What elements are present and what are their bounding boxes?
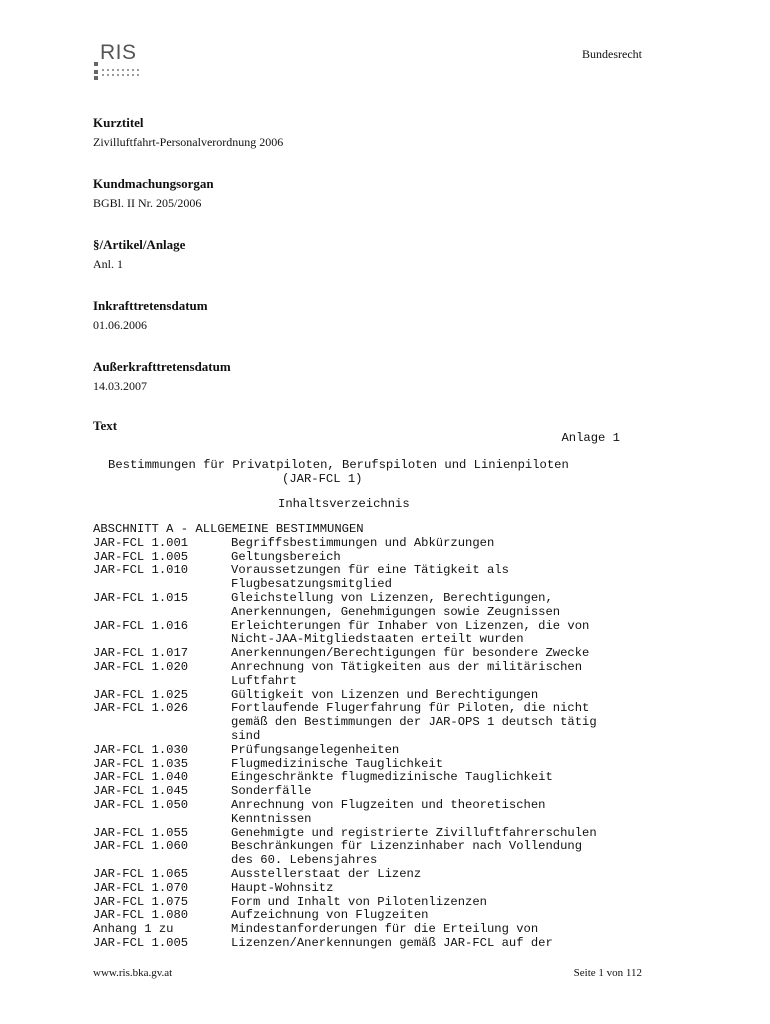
meta-value: BGBl. II Nr. 205/2006: [93, 196, 202, 210]
toc-code: JAR-FCL 1.045: [93, 784, 189, 799]
toc-row: [93, 840, 653, 868]
toc-row: [93, 882, 653, 896]
toc-code: JAR-FCL 1.005: [93, 549, 189, 564]
toc-code: JAR-FCL 1.030: [93, 742, 189, 757]
meta-label: Kurztitel: [93, 115, 144, 130]
toc-code: JAR-FCL 1.080: [93, 908, 189, 923]
logo-square: [94, 76, 98, 80]
toc-description: Anrechnung von Flugzeiten und theoretischen Kenntnissen: [231, 797, 546, 826]
toc-code: JAR-FCL 1.017: [93, 646, 189, 661]
toc-row: [93, 923, 653, 937]
document-heading: Bestimmungen für Privatpiloten, Berufspiloten und Linienpiloten: [108, 458, 569, 472]
toc-row: [93, 909, 653, 923]
toc-description: Mindestanforderungen für die Erteilung von: [231, 922, 539, 937]
toc-description: Eingeschränkte flugmedizinische Tauglichkeit: [231, 770, 553, 785]
meta-label: Außerkrafttretensdatum: [93, 359, 231, 374]
toc-row: [93, 661, 653, 689]
toc-row: [93, 620, 653, 648]
meta-kurztitel: [93, 114, 283, 151]
toc-description: Flugmedizinische Tauglichkeit: [231, 756, 444, 771]
toc-row: [93, 702, 653, 743]
toc-description: Begriffsbestimmungen und Abkürzungen: [231, 535, 495, 550]
toc-description: Form und Inhalt von Pilotenlizenzen: [231, 894, 487, 909]
meta-value: Zivilluftfahrt-Personalverordnung 2006: [93, 135, 284, 149]
toc-row: [93, 868, 653, 882]
toc-description: Anrechnung von Tätigkeiten aus der militärischen Luftfahrt: [231, 659, 583, 688]
meta-value: 01.06.2006: [93, 318, 147, 332]
toc-row: [93, 758, 653, 772]
toc-code: JAR-FCL 1.075: [93, 894, 189, 909]
toc-code: JAR-FCL 1.015: [93, 590, 189, 605]
toc-row: [93, 827, 653, 841]
toc-description: Beschränkungen für Lizenzinhaber nach Vollendung des 60. Lebensjahres: [231, 839, 583, 868]
meta-label: §/Artikel/Anlage: [93, 237, 186, 252]
toc-row: [93, 592, 653, 620]
toc-row: [93, 551, 653, 565]
toc-code: Anhang 1 zu: [93, 922, 174, 937]
meta-label: Kundmachungsorgan: [93, 176, 214, 191]
toc-code: JAR-FCL 1.010: [93, 563, 189, 578]
toc-description: Gültigkeit von Lizenzen und Berechtigungen: [231, 687, 539, 702]
toc-row: [93, 771, 653, 785]
toc-code: JAR-FCL 1.016: [93, 618, 189, 633]
toc-row: [93, 896, 653, 910]
toc-description: Erleichterungen für Inhaber von Lizenzen, die von Nicht-JAA-Mitgliedstaaten erteilt wurden: [231, 618, 590, 647]
toc-row: [93, 937, 653, 951]
meta-value: Anl. 1: [93, 257, 123, 271]
toc-code: JAR-FCL 1.040: [93, 770, 189, 785]
toc-row: [93, 689, 653, 703]
toc-row: [93, 537, 653, 551]
ris-logo: [94, 42, 150, 80]
toc-code: JAR-FCL 1.050: [93, 797, 189, 812]
toc-code: JAR-FCL 1.020: [93, 659, 189, 674]
toc-row: [93, 799, 653, 827]
toc-code: JAR-FCL 1.001: [93, 535, 189, 550]
meta-artikel: [93, 236, 185, 273]
toc-description: Lizenzen/Anerkennungen gemäß JAR-FCL auf der: [231, 935, 553, 950]
toc-row: [93, 785, 653, 799]
toc-description: Haupt-Wohnsitz: [231, 880, 334, 895]
toc-description: Geltungsbereich: [231, 549, 341, 564]
footer-url: www.ris.bka.gv.at: [93, 967, 173, 979]
toc-description: Fortlaufende Flugerfahrung für Piloten, die nicht gemäß den Bestimmungen der JAR-OPS 1 deutsch tätig sind: [231, 701, 597, 743]
toc-description: Prüfungsangelegenheiten: [231, 742, 400, 757]
toc-description: Sonderfälle: [231, 784, 312, 799]
toc-section-heading: ABSCHNITT A - ALLGEMEINE BESTIMMUNGEN: [93, 522, 364, 536]
toc-description: Gleichstellung von Lizenzen, Berechtigungen, Anerkennungen, Genehmigungen sowie Zeugnissen: [231, 590, 561, 619]
toc-description: Aufzeichnung von Flugzeiten: [231, 908, 429, 923]
toc-description: Ausstellerstaat der Lizenz: [231, 866, 422, 881]
toc-description: Voraussetzungen für eine Tätigkeit als Flugbesatzungsmitglied: [231, 563, 509, 592]
toc-code: JAR-FCL 1.026: [93, 701, 189, 716]
toc-title: Inhaltsverzeichnis: [278, 497, 410, 511]
toc-code: JAR-FCL 1.035: [93, 756, 189, 771]
toc-description: Genehmigte und registrierte Zivilluftfahrerschulen: [231, 825, 597, 840]
anlage-label: Anlage 1: [561, 431, 620, 445]
toc-code: JAR-FCL 1.055: [93, 825, 189, 840]
toc-row: [93, 744, 653, 758]
logo-square: [94, 62, 98, 66]
logo-text: RIS: [100, 41, 137, 64]
footer-page-number: Seite 1 von 112: [573, 967, 642, 979]
meta-ausserkrafttretensdatum: [93, 358, 231, 395]
toc-code: JAR-FCL 1.070: [93, 880, 189, 895]
header-jurisdiction: Bundesrecht: [582, 47, 642, 61]
document-subheading: (JAR-FCL 1): [282, 472, 363, 486]
toc-row: [93, 564, 653, 592]
meta-kundmachungsorgan: [93, 175, 214, 212]
meta-inkrafttretensdatum: [93, 297, 208, 334]
toc-code: JAR-FCL 1.025: [93, 687, 189, 702]
toc-code: JAR-FCL 1.005: [93, 935, 189, 950]
toc-code: JAR-FCL 1.065: [93, 866, 189, 881]
toc-code: JAR-FCL 1.060: [93, 839, 189, 854]
text-heading: Text: [93, 418, 118, 433]
logo-square: [94, 70, 98, 74]
toc-description: Anerkennungen/Berechtigungen für besondere Zwecke: [231, 646, 590, 661]
meta-label: Inkrafttretensdatum: [93, 298, 208, 313]
toc-row: [93, 647, 653, 661]
table-of-contents: [93, 523, 653, 951]
meta-value: 14.03.2007: [93, 379, 147, 393]
